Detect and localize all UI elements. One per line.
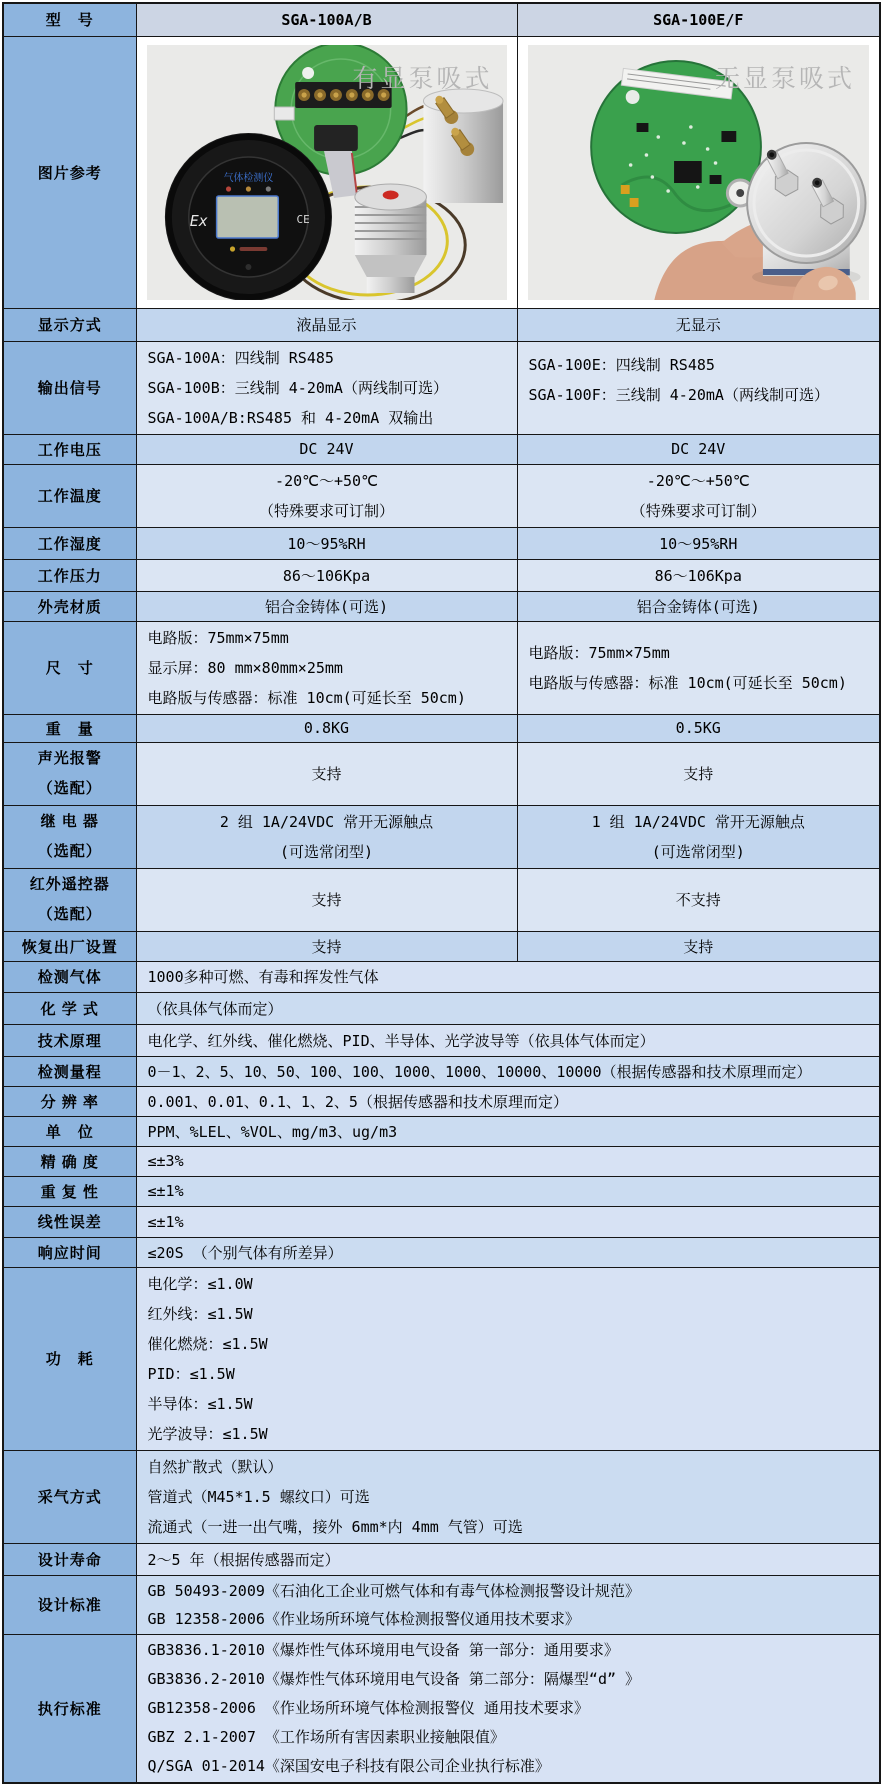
value-line: (可选常闭型) xyxy=(279,842,374,861)
row-value-a xyxy=(136,621,517,714)
row-value xyxy=(136,1575,880,1634)
row-label: 恢复出厂设置 xyxy=(3,931,136,961)
row-value-b: 10～95%RH xyxy=(517,527,880,559)
value-line: （特殊要求可订制） xyxy=(630,501,766,520)
row-value xyxy=(136,1634,880,1783)
table-row xyxy=(3,868,880,931)
table-row xyxy=(3,714,880,742)
table-row xyxy=(3,434,880,464)
table-row xyxy=(3,1024,880,1056)
row-value-b: 不支持 xyxy=(517,868,880,931)
row-label: 输出信号 xyxy=(3,341,136,434)
table-row xyxy=(3,1176,880,1206)
value-line: 显示屏：80 mm×80mm×25mm xyxy=(147,658,343,677)
table-row xyxy=(3,1634,880,1783)
value-line: GB3836.1-2010《爆炸性气体环境用电气设备 第一部分：通用要求》 xyxy=(147,1640,619,1659)
model-label: 型 号 xyxy=(3,3,136,36)
row-label: 检测气体 xyxy=(3,961,136,992)
row-value-a: 支持 xyxy=(136,931,517,961)
row-label: 工作湿度 xyxy=(3,527,136,559)
product-photo-a xyxy=(147,45,507,300)
spec-table xyxy=(2,2,881,1784)
value-line: -20℃～+50℃ xyxy=(275,471,378,490)
label-line: 声光报警 xyxy=(37,749,102,767)
value-line: 流通式（一进一出气嘴，接外 6mm*内 4mm 气管）可选 xyxy=(147,1517,523,1536)
table-row xyxy=(3,308,880,341)
sensor-red-dot xyxy=(382,190,398,199)
table-row xyxy=(3,1146,880,1176)
row-value: PPM、%LEL、%VOL、mg/m3、ug/m3 xyxy=(136,1116,880,1146)
row-label: 工作压力 xyxy=(3,559,136,591)
row-label: 工作温度 xyxy=(3,464,136,527)
value-line: GB3836.2-2010《爆炸性气体环境用电气设备 第二部分：隔爆型“d” 》 xyxy=(147,1669,641,1688)
table-row xyxy=(3,464,880,527)
row-value-a: 铝合金铸体(可选) xyxy=(136,591,517,621)
gas-detector-head xyxy=(164,133,331,300)
label-line: 红外遥控器 xyxy=(29,875,110,893)
table-row xyxy=(3,621,880,714)
row-value-b xyxy=(517,621,880,714)
row-value-b xyxy=(517,464,880,527)
row-value-a: DC 24V xyxy=(136,434,517,464)
row-value: 2～5 年（根据传感器而定） xyxy=(136,1543,880,1575)
row-label: 精 确 度 xyxy=(3,1146,136,1176)
product-photo-b-cell xyxy=(517,36,880,308)
row-label xyxy=(3,742,136,805)
value-line: 管道式（M45*1.5 螺纹口）可选 xyxy=(147,1487,370,1506)
row-label xyxy=(3,805,136,868)
row-value-a: 10～95%RH xyxy=(136,527,517,559)
value-line: GBZ 2.1-2007 《工作场所有害因素职业接触限值》 xyxy=(147,1727,505,1746)
row-value-b: 86～106Kpa xyxy=(517,559,880,591)
sensor-cylinder xyxy=(747,143,865,300)
table-row xyxy=(3,559,880,591)
table-row xyxy=(3,742,880,805)
row-label: 响应时间 xyxy=(3,1237,136,1267)
row-value: 电化学、红外线、催化燃烧、PID、半导体、光学波导等（依具体气体而定） xyxy=(136,1024,880,1056)
row-label: 外壳材质 xyxy=(3,591,136,621)
row-label: 尺 寸 xyxy=(3,621,136,714)
row-value: 0.001、0.01、0.1、1、2、5（根据传感器和技术原理而定） xyxy=(136,1086,880,1116)
table-row xyxy=(3,992,880,1024)
row-label: 工作电压 xyxy=(3,434,136,464)
table-row xyxy=(3,1543,880,1575)
ce-mark: CE xyxy=(296,212,310,226)
table-row xyxy=(3,805,880,868)
watermark-text-a: 有显泵吸式 xyxy=(352,64,493,93)
value-line: 催化燃烧：≤1.5W xyxy=(147,1334,268,1353)
row-value xyxy=(136,1267,880,1450)
value-line: 半导体：≤1.5W xyxy=(147,1394,253,1413)
row-value-a: 0.8KG xyxy=(136,714,517,742)
row-value-a: 86～106Kpa xyxy=(136,559,517,591)
label-line: （选配） xyxy=(37,842,102,860)
value-line: GB12358-2006 《作业场所环境气体检测报警仪 通用技术要求》 xyxy=(147,1698,589,1717)
value-line: SGA-100F：三线制 4-20mA（两线制可选） xyxy=(528,385,829,404)
row-value-a: 支持 xyxy=(136,742,517,805)
row-label: 分 辨 率 xyxy=(3,1086,136,1116)
value-line: SGA-100B：三线制 4-20mA（两线制可选） xyxy=(147,378,448,397)
table-row xyxy=(3,1116,880,1146)
row-value-a: 液晶显示 xyxy=(136,308,517,341)
table-row xyxy=(3,961,880,992)
model-a-header: SGA-100A/B xyxy=(136,3,517,36)
label-line: （选配） xyxy=(37,905,102,923)
ex-mark: Ex xyxy=(189,211,208,230)
value-line: 红外线：≤1.5W xyxy=(147,1304,253,1323)
row-label: 重 量 xyxy=(3,714,136,742)
value-line: SGA-100E：四线制 RS485 xyxy=(528,355,715,374)
row-label: 设计寿命 xyxy=(3,1543,136,1575)
row-label xyxy=(3,868,136,931)
row-value xyxy=(136,1450,880,1543)
table-row xyxy=(3,1056,880,1086)
table-row xyxy=(3,1575,880,1634)
row-label: 技术原理 xyxy=(3,1024,136,1056)
row-label: 图片参考 xyxy=(3,36,136,308)
value-line: GB 50493-2009《石油化工企业可燃气体和有毒气体检测报警设计规范》 xyxy=(147,1581,640,1600)
model-b-header: SGA-100E/F xyxy=(517,3,880,36)
row-label: 设计标准 xyxy=(3,1575,136,1634)
row-value-b: 支持 xyxy=(517,742,880,805)
row-label: 显示方式 xyxy=(3,308,136,341)
value-line: -20℃～+50℃ xyxy=(646,471,750,490)
spec-sheet-page xyxy=(0,2,881,1775)
row-label: 化 学 式 xyxy=(3,992,136,1024)
row-label: 线性误差 xyxy=(3,1206,136,1237)
value-line: 1 组 1A/24VDC 常开无源触点 xyxy=(591,812,805,831)
row-value-a xyxy=(136,341,517,434)
row-value-a xyxy=(136,464,517,527)
value-line: 电路版与传感器：标准 10cm(可延长至 50cm) xyxy=(528,673,847,692)
value-line: 自然扩散式（默认） xyxy=(147,1457,283,1476)
table-row xyxy=(3,1206,880,1237)
row-value-b: DC 24V xyxy=(517,434,880,464)
table-row xyxy=(3,1267,880,1450)
row-value: ≤20S （个别气体有所差异） xyxy=(136,1237,880,1267)
row-value: 0－1、2、5、10、50、100、100、1000、1000、10000、10000（根据传感器和技术原理而定） xyxy=(136,1056,880,1086)
product-photo-a-cell xyxy=(136,36,517,308)
value-line: Q/SGA 01-2014《深国安电子科技有限公司企业执行标准》 xyxy=(147,1756,550,1775)
row-value: 1000多种可燃、有毒和挥发性气体 xyxy=(136,961,880,992)
row-value-b: 无显示 xyxy=(517,308,880,341)
row-value-a xyxy=(136,805,517,868)
lcd-screen xyxy=(216,196,278,238)
row-value-b xyxy=(517,805,880,868)
row-value-a: 支持 xyxy=(136,868,517,931)
label-line: （选配） xyxy=(37,779,102,797)
photo-row xyxy=(3,36,880,308)
lcd-title-text: 气体检测仪 xyxy=(223,172,273,184)
table-row xyxy=(3,527,880,559)
label-line: 继 电 器 xyxy=(40,812,99,830)
row-label: 单 位 xyxy=(3,1116,136,1146)
value-line: （特殊要求可订制） xyxy=(258,501,394,520)
row-value: ≤±3% xyxy=(136,1146,880,1176)
table-row xyxy=(3,1237,880,1267)
watermark-text-b: 无显泵吸式 xyxy=(714,64,855,93)
row-label: 功 耗 xyxy=(3,1267,136,1450)
row-value: （依具体气体而定） xyxy=(136,992,880,1024)
table-row xyxy=(3,1450,880,1543)
value-line: 电路版与传感器：标准 10cm(可延长至 50cm) xyxy=(147,688,466,707)
pump-cylinder xyxy=(423,89,503,203)
row-value-b: 0.5KG xyxy=(517,714,880,742)
value-line: SGA-100A/B:RS485 和 4-20mA 双输出 xyxy=(147,408,434,427)
value-line: 光学波导：≤1.5W xyxy=(147,1424,268,1443)
value-line: GB 12358-2006《作业场所环境气体检测报警仪通用技术要求》 xyxy=(147,1609,580,1628)
row-label: 采气方式 xyxy=(3,1450,136,1543)
value-line: PID：≤1.5W xyxy=(147,1364,235,1383)
row-value-b xyxy=(517,341,880,434)
row-value-b: 铝合金铸体(可选) xyxy=(517,591,880,621)
table-row xyxy=(3,591,880,621)
table-row xyxy=(3,931,880,961)
product-photo-b xyxy=(528,45,870,300)
row-value-b: 支持 xyxy=(517,931,880,961)
row-value: ≤±1% xyxy=(136,1176,880,1206)
value-line: 电路版：75mm×75mm xyxy=(147,628,289,647)
table-row xyxy=(3,1086,880,1116)
row-label: 执行标准 xyxy=(3,1634,136,1783)
table-header-row xyxy=(3,3,880,36)
table-row xyxy=(3,341,880,434)
row-label: 检测量程 xyxy=(3,1056,136,1086)
row-label: 重 复 性 xyxy=(3,1176,136,1206)
value-line: 电化学：≤1.0W xyxy=(147,1274,253,1293)
value-line: (可选常闭型) xyxy=(651,842,745,861)
value-line: 2 组 1A/24VDC 常开无源触点 xyxy=(219,812,434,831)
row-value: ≤±1% xyxy=(136,1206,880,1237)
value-line: SGA-100A：四线制 RS485 xyxy=(147,348,334,367)
value-line: 电路版：75mm×75mm xyxy=(528,643,670,662)
